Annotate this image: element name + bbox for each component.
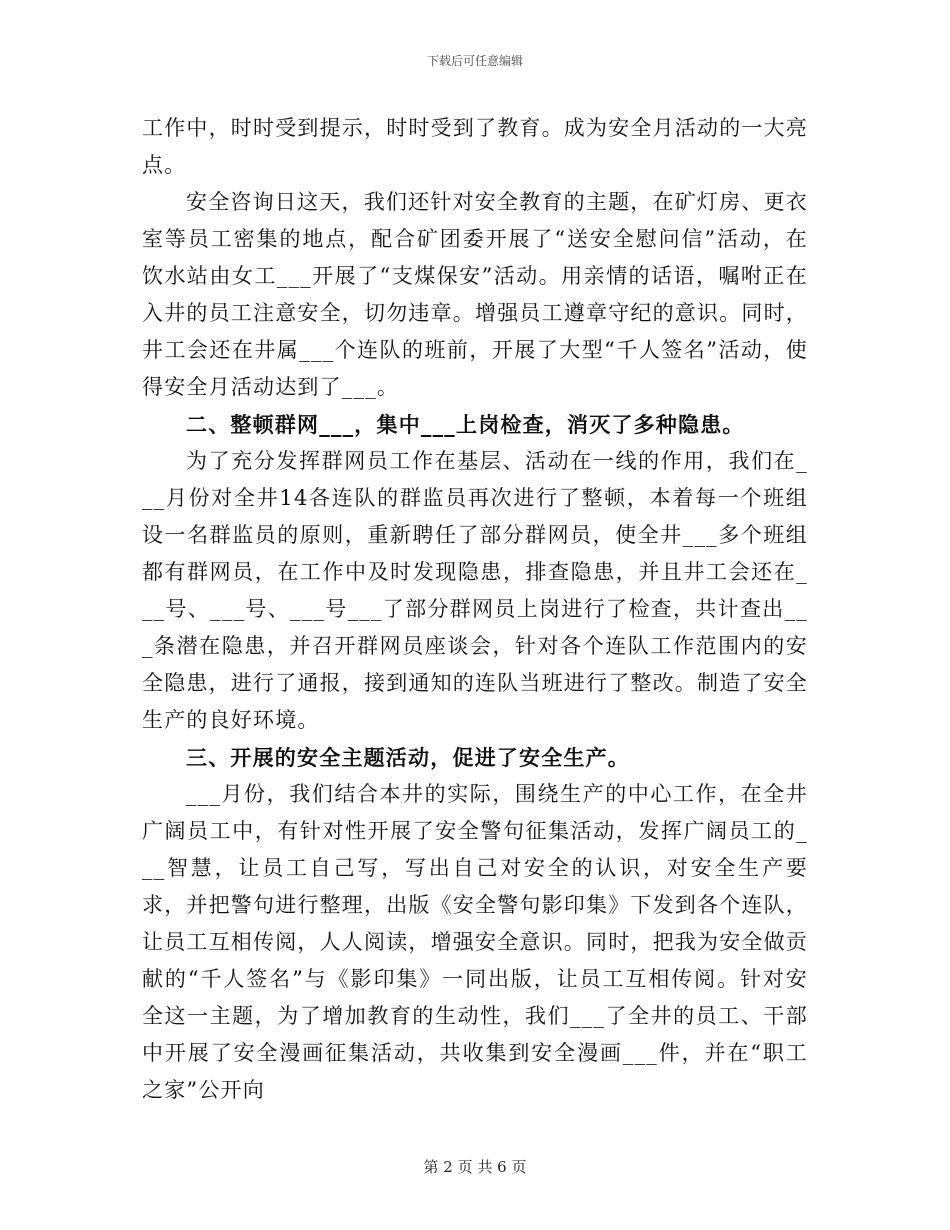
page-footer: 第 2 页 共 6 页	[423, 1158, 527, 1176]
section-heading-3: 三、开展的安全主题活动，促进了安全生产。	[186, 745, 630, 770]
paragraph-consultation-day: 安全咨询日这天，我们还针对安全教育的主题，在矿灯房、更衣室等员工密集的地点，配合矿团委开展了“送安全慰问信”活动，在饮水站由女工___开展了“支煤保安”活动。用亲情的话语，嘱咐正在入井的员工注意安全，切勿违章。增强员工遵章守纪的意识。同时，井工会还在井属___个连队的班前，开展了大型“千人签名”活动，使得安全月活动达到了___。	[142, 190, 808, 399]
paragraph-theme-activities: ___月份，我们结合本井的实际，围绕生产的中心工作，在全井广阔员工中，有针对性开展了安全警句征集活动，发挥广阔员工的___智慧，让员工自己写，写出自己对安全的认识，对安全生产要求，并把警句进行整理，出版《安全警句影印集》下发到各个连队，让员工互相传阅，人人阅读，增强安全意识。同时，把我为安全做贡献的“千人签名”与《影印集》一同出版，让员工互相传阅。针对安全这一主题，为了增加教育的生动性，我们___了全井的员工、干部中开展了安全漫画征集活动，共收集到安全漫画___件，并在“职工之家”公开向	[142, 782, 808, 1102]
section-heading-2: 二、整顿群网___，集中___上岗检查，消灭了多种隐患。	[186, 412, 745, 437]
paragraph-continuation: 工作中，时时受到提示，时时受到了教育。成为安全月活动的一大亮点。	[142, 116, 808, 177]
paragraph-network-inspection: 为了充分发挥群网员工作在基层、活动在一线的作用，我们在___月份对全井14各连队的群监员再次进行了整顿，本着每一个班组设一名群监员的原则，重新聘任了部分群网员，使全井___多个班组都有群网员，在工作中及时发现隐患，排查隐患，并且井工会还在___号、___号、___号___了部分群网员上岗进行了检查，共计查出___条潜在隐患，并召开群网员座谈会，针对各个连队工作范围内的安全隐患，进行了通报，接到通知的连队当班进行了整改。制造了安全生产的良好环境。	[142, 449, 808, 732]
document-body	[142, 110, 808, 1109]
page-header: 下载后可任意编辑	[426, 54, 523, 68]
